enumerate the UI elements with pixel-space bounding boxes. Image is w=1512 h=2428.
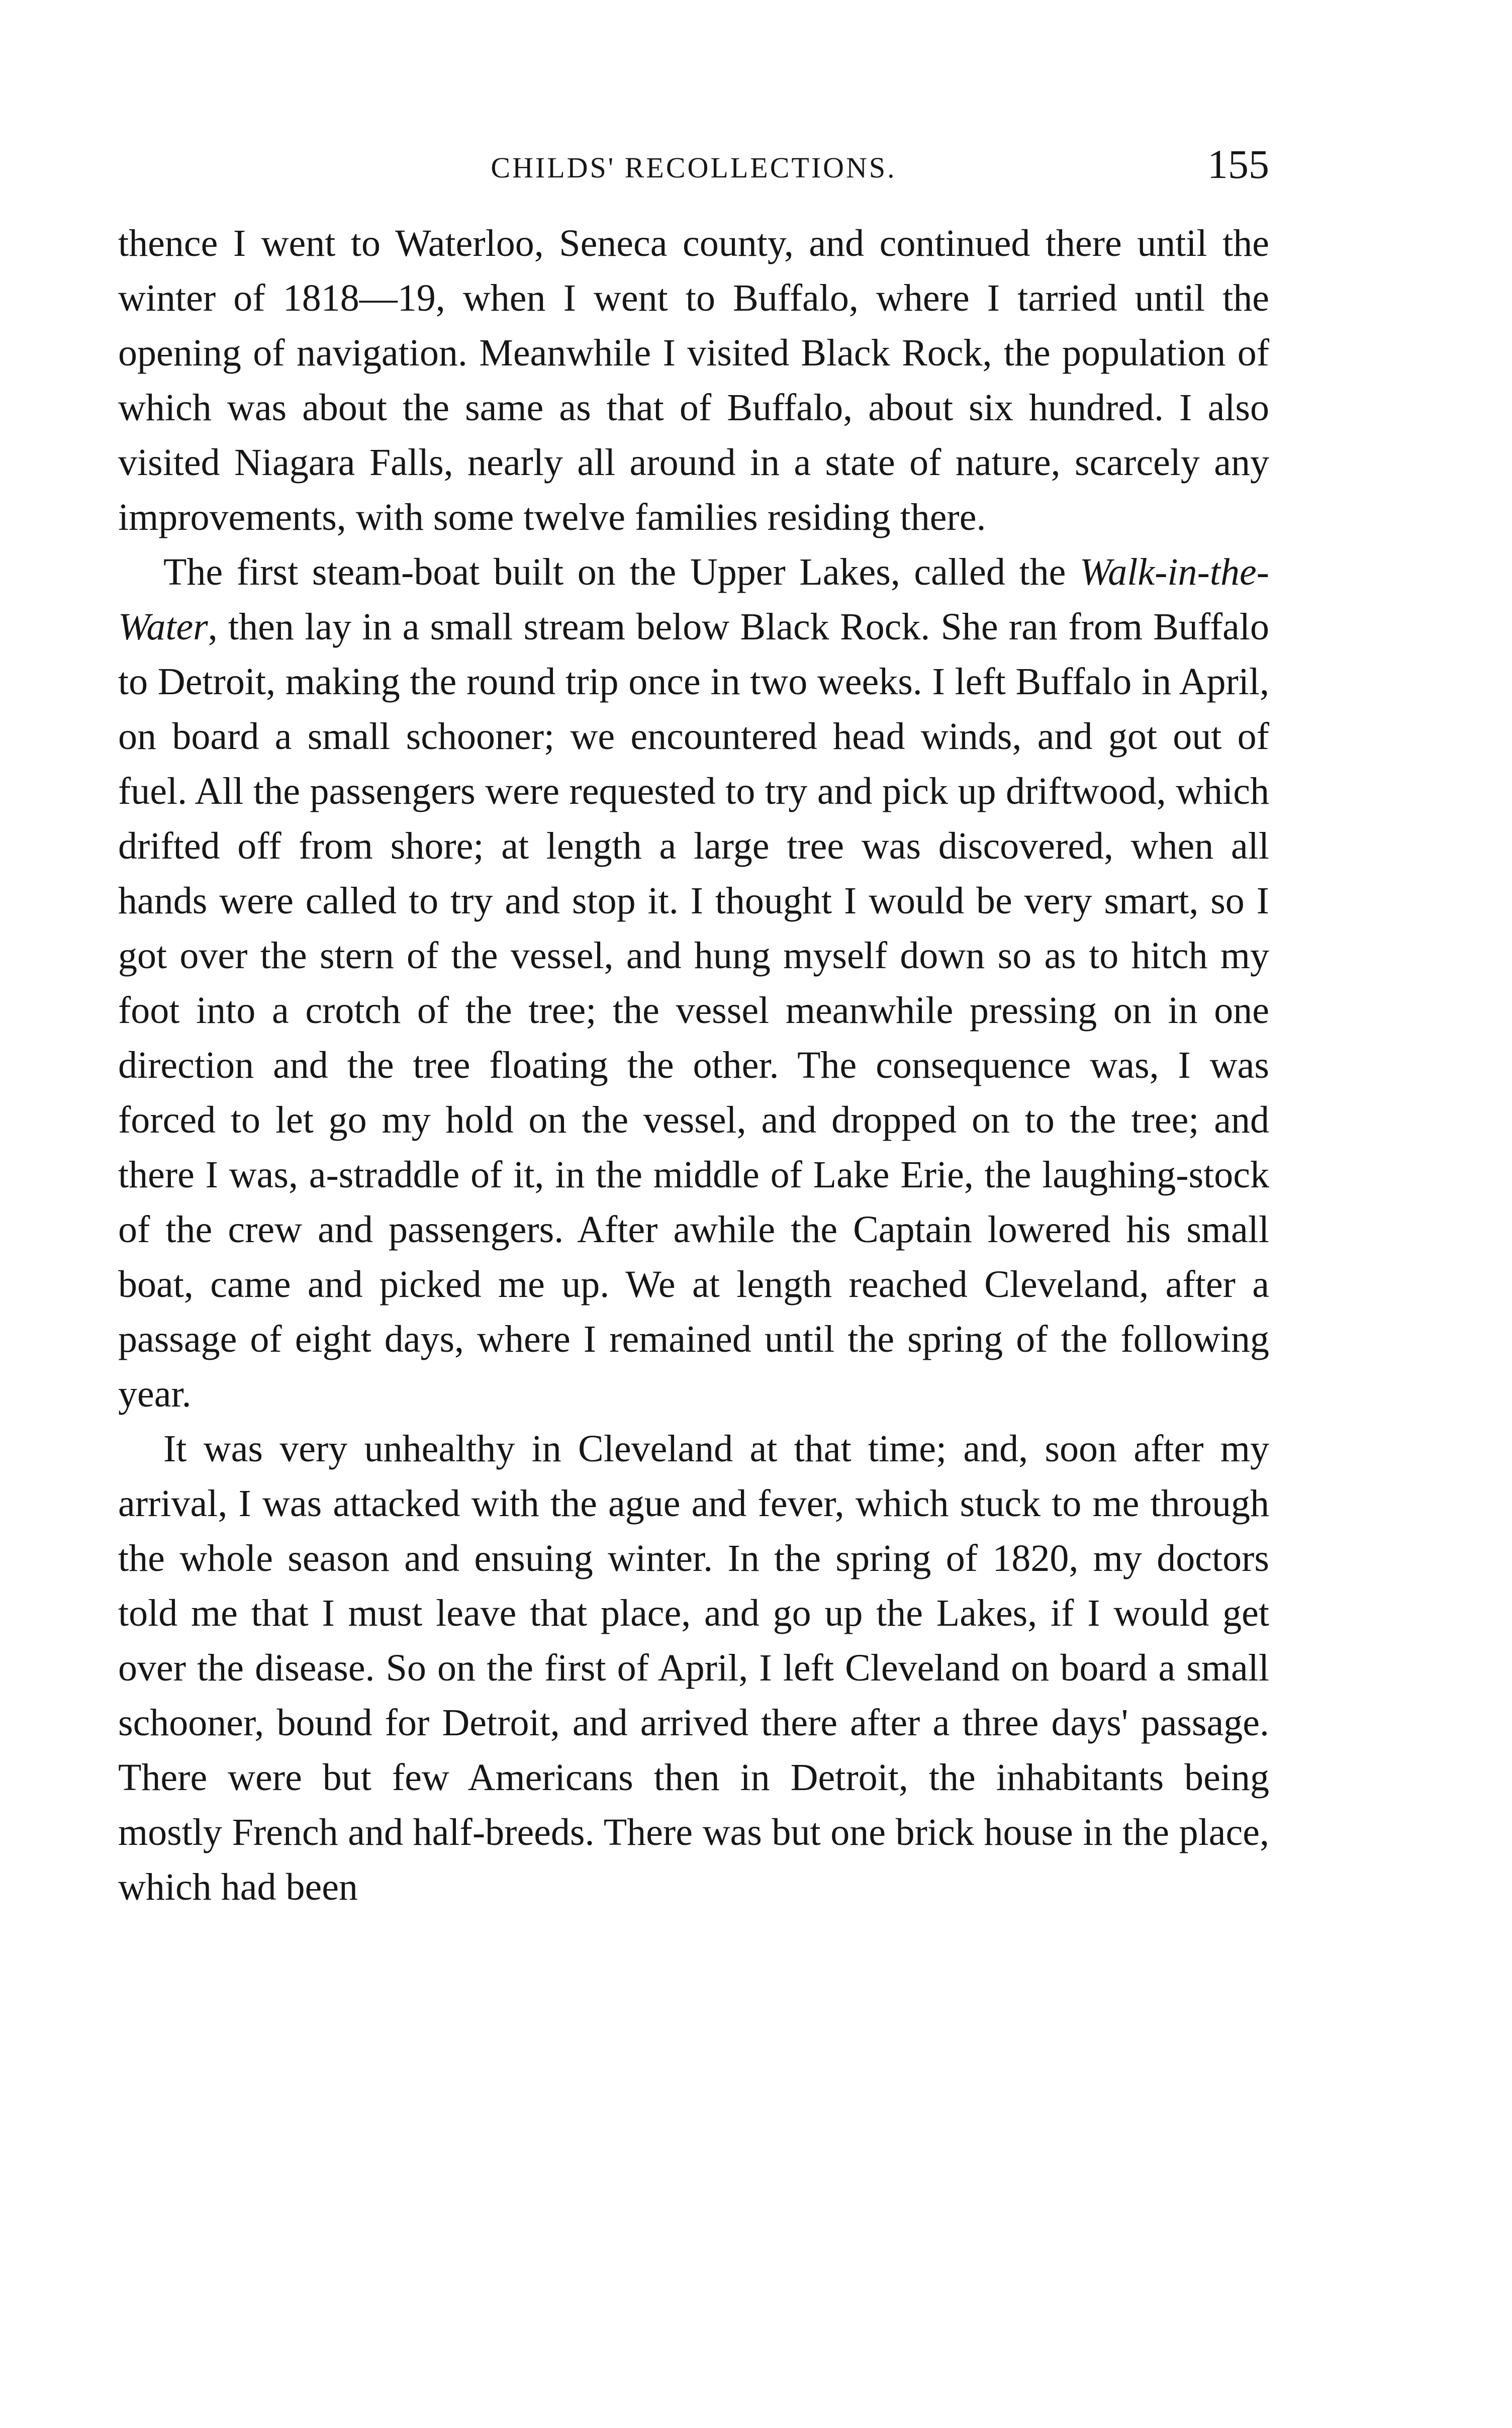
paragraph-3: It was very unhealthy in Cleveland at that time; and, soon after my arrival, I was attacked with the ague and fever, which stuck to me through the whole season and ensuing winter. In the spring of 1820, my doctors told me that I must leave that place, and go up the Lakes, if I would get over the disease. So on the first of April, I left Cleveland on board a small schooner, bound for Detroit, and arrived there after a three days' passage. There were but few Americans then in Detroit, the inhabitants being mostly French and half-breeds. There was but one brick house in the place, which had been bbox=[118, 1428, 1269, 1908]
paragraph-2 bbox=[118, 545, 1269, 1422]
paragraph-1: thence I went to Waterloo, Seneca county, and continued there until the winter of 1818—19, when I went to Buffalo, where I tarried until the opening of navigation. Meanwhile I visited Black Rock, the population of which was about the same as that of Buffalo, about six hundred. I also visited Niagara Falls, nearly all around in a state of nature, scarcely any improvements, with some twelve families residing there. bbox=[118, 222, 1269, 538]
steamboat-name: Walk-in-the-Water bbox=[118, 551, 1269, 648]
text-block bbox=[118, 216, 1269, 1915]
running-title: CHILDS' RECOLLECTIONS. bbox=[491, 151, 897, 184]
paragraph-2-end: , then lay in a small stream below Black Rock. She ran from Buffalo to Detroit, making the round trip once in two weeks. I left Buffalo in April, on board a small schooner; we encountered head winds, and got out of fuel. All the passengers were requested to try and pick up driftwood, which drifted off from shore; at length a large tree was discovered, when all hands were called to try and stop it. I thought I would be very smart, so I got over the stern of the vessel, and hung myself down so as to hitch my foot into a crotch of the tree; the vessel meanwhile pressing on in one direction and the tree floating the other. The consequence was, I was forced to let go my hold on the vessel, and dropped on to the tree; and there I was, a-straddle of it, in the middle of Lake Erie, the laughing-stock of the crew and passengers. After awhile the Captain lowered his small boat, came and picked me up. We at length reached Cleveland, after a passage of eight days, where I remained until the spring of the following year. bbox=[118, 606, 1269, 1415]
running-head bbox=[118, 141, 1269, 196]
paragraph-2-start: The first steam-boat built on the Upper Lakes, called the bbox=[163, 551, 1080, 593]
page-number: 155 bbox=[1207, 141, 1269, 187]
